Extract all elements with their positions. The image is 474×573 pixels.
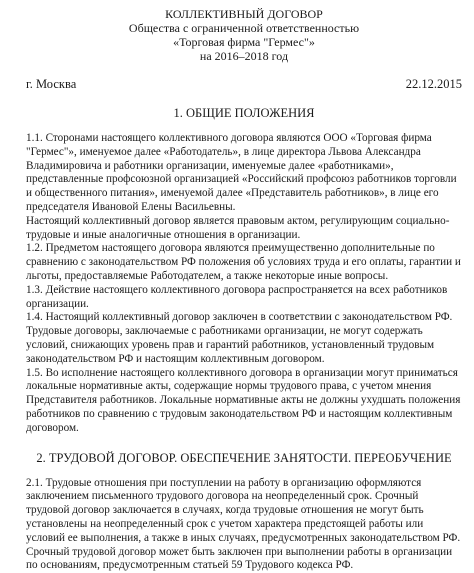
section-1-paragraph: 1.4. Настоящий коллективный договор заключен в соответствии с законодательством РФ. Трудовые договоры, заключаемые с работниками организации, не могут содержать условий, снижающих уровень прав и гарантий работников, установленный трудовым законодательством РФ и настоящим коллективным договором. bbox=[26, 311, 453, 365]
company-name-line: «Торговая фирма "Гермес"» bbox=[173, 35, 315, 49]
company-type-line: Общества с ограниченной ответственностью bbox=[128, 21, 360, 35]
document-title: КОЛЛЕКТИВНЫЙ ДОГОВОР bbox=[165, 7, 323, 21]
section-1-paragraph: Настоящий коллективный договор является правовым актом, регулирующим социально-трудовые и иные аналогичные отношения в организации. bbox=[26, 214, 450, 241]
period-line: на 2016–2018 год bbox=[199, 49, 289, 63]
section-2-title: 2. ТРУДОВОЙ ДОГОВОР. ОБЕСПЕЧЕНИЕ ЗАНЯТОСТИ. ПЕРЕОБУЧЕНИЕ bbox=[36, 450, 452, 465]
place-date-row bbox=[26, 77, 462, 91]
section-1-paragraph: 1.1. Сторонами настоящего коллективного договора являются ООО «Торговая фирма "Гермес"», именуемое далее «Работодатель», в лице директора Львова Александра Владимировича и работники организации, именуемые далее «работниками», представленные профсоюзной организацией «Российский профсоюз работников торговли и общественного питания», именуемой далее «Представитель работников», в лице его председателя Ивановой Елены Васильевны. bbox=[26, 132, 457, 213]
date-label: 22.12.2015 bbox=[405, 77, 462, 91]
city-label: г. Москва bbox=[26, 77, 77, 91]
section-1-paragraph: 1.3. Действие настоящего коллективного договора распространяется на всех работников организации. bbox=[26, 283, 448, 310]
section-2-paragraph: 2.1. Трудовые отношения при поступлении на работу в организацию оформляются заключением письменного трудового договора на неопределенный срок. Срочный трудовой договор заключается в случаях, когда трудовые отношения не могут быть установлены на неопределенный срок с учетом характера предстоящей работы или условий ее выполнения, а также в иных случаях, предусмотренных законодательством РФ. Срочный трудовой договор может быть заключен при выполнении работы в организации по основаниям, предусмотренным статьей 59 Трудового кодекса РФ. bbox=[26, 476, 461, 572]
section-1-title: 1. ОБЩИЕ ПОЛОЖЕНИЯ bbox=[173, 106, 315, 120]
section-1-paragraph: 1.2. Предметом настоящего договора являются преимущественно дополнительные по сравнению с законодательством РФ положения об условиях труда и его оплаты, гарантии и льготы, предоставляемые Работодателем, а также некоторые иные вопросы. bbox=[26, 242, 461, 282]
section-1-paragraph: 1.5. Во исполнение настоящего коллективного договора в организации могут приниматься локальные нормативные акты, содержащие нормы трудового права, с учетом мнения Представителя работников. Локальные нормативные акты не должны ухудшать положения работников по сравнению с трудовым законодательством РФ и настоящим коллективным договором. bbox=[26, 366, 461, 434]
